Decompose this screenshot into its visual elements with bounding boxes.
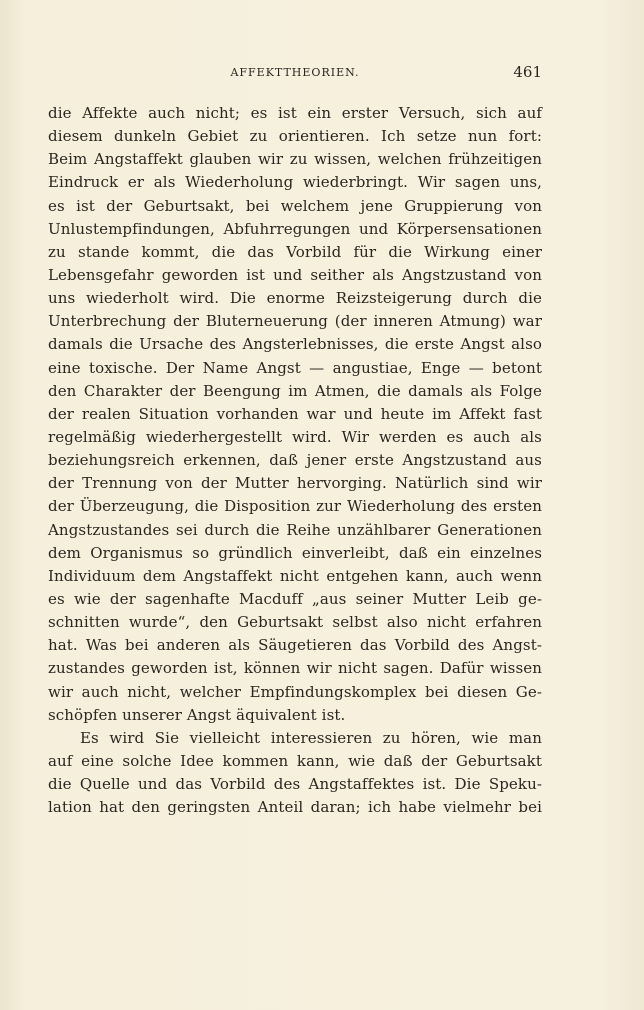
text-line: Individuum dem Angstaffekt nicht entgehen kann, auch wenn: [48, 566, 542, 585]
text-line: regelmäßig wiederhergestellt wird. Wir werden es auch als: [48, 427, 542, 446]
text-line: es wie der sagenhafte Macduff „aus seiner Mutter Leib ge-: [48, 589, 542, 608]
text-line: der realen Situation vorhanden war und heute im Affekt fast: [48, 404, 542, 423]
text-line: uns wiederholt wird. Die enorme Reizsteigerung durch die: [48, 289, 542, 308]
text-line: wir auch nicht, welcher Empfindungskomplex bei diesen Ge-: [48, 682, 542, 701]
text-line: Beim Angstaffekt glauben wir zu wissen, welchen frühzeitigen: [48, 150, 542, 169]
text-line: Unlustempfindungen, Abfuhrregungen und Körpersensationen: [48, 219, 542, 238]
text-line: es ist der Geburtsakt, bei welchem jene Gruppierung von: [48, 196, 542, 215]
text-line: Angstzustandes sei durch die Reihe unzählbarer Generationen: [48, 520, 542, 539]
running-head: [48, 62, 542, 84]
text-line: auf eine solche Idee kommen kann, wie daß der Geburtsakt: [48, 751, 542, 770]
text-line: die Quelle und das Vorbild des Angstaffektes ist. Die Speku-: [48, 775, 542, 794]
body-text: [48, 102, 542, 819]
text-line: Unterbrechung der Bluterneuerung (der inneren Atmung) war: [48, 312, 542, 331]
text-line: Eindruck er als Wiederholung wiederbringt. Wir sagen uns,: [48, 173, 542, 192]
text-line: der Überzeugung, die Disposition zur Wiederholung des ersten: [48, 497, 542, 516]
text-line: beziehungsreich erkennen, daß jener erste Angstzustand aus: [48, 451, 542, 470]
text-line: Lebensgefahr geworden ist und seither als Angstzustand von: [48, 265, 542, 284]
text-line: den Charakter der Beengung im Atmen, die damals als Folge: [48, 381, 542, 400]
text-line: dem Organismus so gründlich einverleibt, daß ein einzelnes: [48, 543, 542, 562]
text-line: Es wird Sie vielleicht interessieren zu hören, wie man: [80, 728, 542, 747]
text-line: eine toxische. Der Name Angst — angustiae, Enge — betont: [48, 358, 542, 377]
page-number: 461: [513, 63, 542, 81]
running-head-title: AFFEKTTHEORIEN.: [230, 66, 360, 79]
text-line: diesem dunkeln Gebiet zu orientieren. Ich setze nun fort:: [48, 127, 542, 146]
text-line: hat. Was bei anderen als Säugetieren das Vorbild des Angst-: [48, 636, 542, 655]
text-line: schnitten wurde“, den Geburtsakt selbst also nicht erfahren: [48, 613, 542, 632]
text-line: schöpfen unserer Angst äquivalent ist.: [48, 705, 346, 724]
text-line: zu stande kommt, die das Vorbild für die Wirkung einer: [48, 242, 542, 261]
text-line: lation hat den geringsten Anteil daran; ich habe vielmehr bei: [48, 798, 542, 817]
text-line: die Affekte auch nicht; es ist ein erster Versuch, sich auf: [48, 104, 542, 122]
text-line: zustandes geworden ist, können wir nicht sagen. Dafür wissen: [48, 659, 542, 678]
text-line: damals die Ursache des Angsterlebnisses, die erste Angst also: [48, 335, 542, 354]
text-line: der Trennung von der Mutter hervorging. Natürlich sind wir: [48, 474, 542, 493]
